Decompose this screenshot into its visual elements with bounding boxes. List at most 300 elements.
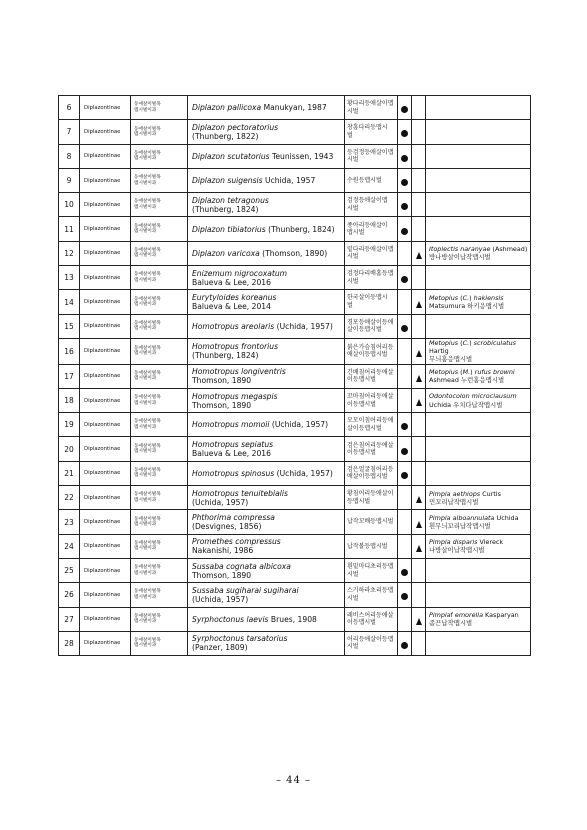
korean-taxon-cell bbox=[131, 144, 188, 168]
species-author-line bbox=[192, 401, 344, 410]
korean-taxon-cell bbox=[131, 290, 188, 314]
subfamily-cell: Diplazontinae bbox=[80, 486, 131, 510]
subfamily-cell: Diplazontinae bbox=[80, 144, 131, 168]
status-mark-cell bbox=[398, 338, 412, 364]
status-mark-cell bbox=[398, 120, 412, 144]
korean-name-line: 시벌 bbox=[347, 277, 359, 285]
italic-text: Metopius bbox=[429, 338, 459, 347]
italic-text: Homotropus momoii bbox=[192, 420, 270, 430]
species-author-line bbox=[192, 351, 344, 360]
host-korean-name: 무늬홈응맵시벌 bbox=[429, 355, 473, 364]
text-run: Teunissen, 1943 bbox=[269, 151, 334, 161]
text-run: Curtis bbox=[480, 489, 501, 498]
row-number: 27 bbox=[59, 607, 80, 631]
subfamily-cell: Diplazontinae bbox=[80, 364, 131, 388]
host-korean-name: 나방살이납작맵시벌 bbox=[429, 546, 485, 555]
species-table-body bbox=[59, 96, 531, 656]
subfamily-cell: Diplazontinae bbox=[80, 120, 131, 144]
species-name-line bbox=[192, 152, 344, 161]
italic-text: Diplazon suigensis bbox=[192, 176, 263, 186]
korean-taxon-cell bbox=[131, 583, 188, 607]
text-run: Uchida bbox=[494, 513, 519, 522]
status-mark-cell bbox=[398, 144, 412, 168]
korean-taxon-line: 맵시벌이과 bbox=[134, 351, 157, 357]
host-mark-cell bbox=[412, 217, 426, 241]
korean-name-cell bbox=[345, 338, 398, 364]
text-run: ( bbox=[458, 338, 463, 347]
status-mark-cell bbox=[398, 558, 412, 582]
table-row bbox=[59, 266, 531, 290]
subfamily-cell: Diplazontinae bbox=[80, 96, 131, 120]
korean-taxon-line: 맵시벌이과 bbox=[134, 131, 157, 137]
korean-name-line: 밑다리등애살이맵 bbox=[347, 245, 394, 253]
species-name-line bbox=[192, 342, 344, 351]
row-number: 23 bbox=[59, 510, 80, 534]
korean-taxon-line: 맵시벌이과 bbox=[134, 522, 157, 527]
status-mark-cell bbox=[398, 461, 412, 485]
host-species-cell bbox=[426, 314, 531, 338]
korean-name-line: 긴배침어리등애살 bbox=[347, 368, 394, 376]
status-mark-cell bbox=[398, 510, 412, 534]
species-name-line bbox=[192, 469, 344, 478]
host-species-cell bbox=[426, 558, 531, 582]
species-name-cell bbox=[188, 120, 345, 144]
species-author-line bbox=[192, 643, 344, 652]
text-run: (Uchida, 1957) bbox=[274, 468, 333, 478]
species-name-cell bbox=[188, 388, 345, 412]
row-number: 10 bbox=[59, 193, 80, 217]
text-run: (Thunberg, 1824) bbox=[265, 224, 335, 234]
korean-name-line: 흰밑마디초리등맵 bbox=[347, 563, 394, 570]
italic-text: Promethes compressus bbox=[192, 537, 281, 547]
text-run: ) bbox=[470, 368, 475, 377]
row-number: 22 bbox=[59, 486, 80, 510]
species-name-cell bbox=[188, 607, 345, 631]
korean-taxon-cell bbox=[131, 120, 188, 144]
korean-name-line: 황침어리등애살이 bbox=[347, 490, 394, 498]
species-name-line bbox=[192, 269, 344, 278]
species-name-cell bbox=[188, 631, 345, 655]
korean-name-line: 등맵시벌 bbox=[347, 497, 371, 505]
korean-name-cell bbox=[345, 96, 398, 120]
korean-taxon-cell bbox=[131, 413, 188, 437]
italic-text: Homotropus frontorius bbox=[192, 342, 279, 352]
filled-circle-icon bbox=[401, 276, 408, 283]
host-species-cell bbox=[426, 413, 531, 437]
italic-text: C. bbox=[462, 338, 470, 347]
host-species-cell bbox=[426, 241, 531, 265]
korean-name-line: 시벌 bbox=[347, 156, 359, 164]
korean-name-line: 수원등맵시벌 bbox=[347, 176, 382, 184]
text-run: f bbox=[450, 610, 453, 619]
status-mark-cell bbox=[398, 96, 412, 120]
table-row bbox=[59, 290, 531, 314]
korean-name-line: 검은얼굴침어리등 bbox=[347, 465, 394, 473]
korean-taxon-cell bbox=[131, 168, 188, 192]
korean-taxon-cell bbox=[131, 314, 188, 338]
triangle-icon bbox=[416, 618, 422, 625]
triangle-icon bbox=[416, 252, 422, 259]
korean-taxon-line: 맵시벌이과 bbox=[134, 302, 157, 308]
italic-text: C. bbox=[462, 293, 470, 302]
host-mark-cell bbox=[412, 96, 426, 120]
row-number: 12 bbox=[59, 241, 80, 265]
host-mark-cell bbox=[412, 314, 426, 338]
filled-circle-icon bbox=[401, 448, 408, 455]
filled-circle-icon bbox=[401, 228, 408, 235]
korean-name-line: 맵시벌 bbox=[347, 229, 365, 237]
species-name-cell bbox=[188, 558, 345, 582]
species-name-cell bbox=[188, 314, 345, 338]
host-korean-name: Matsumura 하키응맵시벌 bbox=[429, 302, 505, 311]
subfamily-cell: Diplazontinae bbox=[80, 290, 131, 314]
italic-text: M. bbox=[462, 368, 471, 377]
page-number: – 44 – bbox=[275, 775, 312, 786]
korean-name-line: 한국살이등맵시 bbox=[347, 294, 388, 302]
text-run: Balueva & Lee, 2016 bbox=[192, 277, 271, 287]
status-mark-cell bbox=[398, 413, 412, 437]
subfamily-cell: Diplazontinae bbox=[80, 193, 131, 217]
host-korean-name: Uchida 우치다납작맵시벌 bbox=[429, 400, 503, 409]
species-name-line bbox=[192, 196, 344, 205]
italic-text: Diplazon tibiatorius bbox=[192, 224, 266, 234]
korean-name-line: 스기하라초리등맵 bbox=[347, 587, 394, 595]
species-name-cell bbox=[188, 96, 345, 120]
table-row bbox=[59, 437, 531, 461]
triangle-icon bbox=[416, 545, 422, 552]
korean-name-line: 검은침어리등애살 bbox=[347, 441, 394, 449]
korean-name-line: 시벌 bbox=[347, 253, 359, 261]
korean-taxon-cell bbox=[131, 607, 188, 631]
host-mark-cell bbox=[412, 338, 426, 364]
row-number: 21 bbox=[59, 461, 80, 485]
species-author-line bbox=[192, 278, 344, 287]
italic-text: Homotropus spinosus bbox=[192, 468, 275, 478]
korean-taxon-cell bbox=[131, 241, 188, 265]
korean-taxon-line: 맵시벌이과 bbox=[134, 229, 157, 235]
text-run: Kasparyan bbox=[482, 610, 519, 619]
host-species-cell bbox=[426, 486, 531, 510]
species-name-cell bbox=[188, 266, 345, 290]
korean-name-line: 납작볼등맵시벌 bbox=[347, 542, 388, 550]
species-name-line bbox=[192, 634, 344, 643]
species-author-line bbox=[192, 205, 344, 214]
korean-taxon-line: 맵시벌이과 bbox=[134, 277, 157, 283]
korean-taxon-line: 동애살이벌목 bbox=[134, 248, 161, 254]
host-mark-cell bbox=[412, 193, 426, 217]
italic-text: Metopius bbox=[429, 368, 459, 377]
text-run: (Panzer, 1809) bbox=[192, 643, 248, 653]
text-run: Thomson, 1890 bbox=[192, 400, 252, 410]
triangle-icon bbox=[416, 399, 422, 406]
species-name-line bbox=[192, 562, 344, 571]
host-mark-cell bbox=[412, 168, 426, 192]
korean-taxon-line: 동애살이벌목 bbox=[134, 345, 161, 351]
filled-circle-icon bbox=[401, 325, 408, 332]
status-mark-cell bbox=[398, 241, 412, 265]
host-mark-cell bbox=[412, 241, 426, 265]
row-number: 13 bbox=[59, 266, 80, 290]
species-name-cell bbox=[188, 338, 345, 364]
host-korean-name: 흰무늬꼬리납작맵시벌 bbox=[429, 522, 491, 530]
italic-text: Phthorima compressa bbox=[192, 513, 275, 522]
status-mark-cell bbox=[398, 364, 412, 388]
korean-taxon-line: 맵시벌이과 bbox=[134, 473, 157, 479]
korean-name-line: 경포등애살이등애 bbox=[347, 318, 394, 326]
subfamily-cell: Diplazontinae bbox=[80, 607, 131, 631]
species-author-line bbox=[192, 449, 344, 458]
korean-taxon-line: 동애살이벌목 bbox=[134, 419, 161, 425]
host-scientific-name bbox=[429, 294, 530, 302]
korean-taxon-cell bbox=[131, 364, 188, 388]
korean-taxon-cell bbox=[131, 388, 188, 412]
host-mark-cell bbox=[412, 534, 426, 558]
table-row bbox=[59, 607, 531, 631]
species-name-line bbox=[192, 249, 344, 258]
subfamily-cell: Diplazontinae bbox=[80, 217, 131, 241]
host-species-cell bbox=[426, 388, 531, 412]
korean-taxon-line: 동애살이벌목 bbox=[134, 102, 161, 108]
text-run: Thomson, 1890 bbox=[192, 376, 252, 386]
table-row bbox=[59, 364, 531, 388]
table-row bbox=[59, 193, 531, 217]
table-row bbox=[59, 534, 531, 558]
species-author-line bbox=[192, 498, 344, 507]
korean-name-line: 시벌 bbox=[347, 570, 359, 578]
species-name-cell bbox=[188, 193, 345, 217]
row-number: 25 bbox=[59, 558, 80, 582]
korean-taxon-cell bbox=[131, 437, 188, 461]
italic-text: Sussaba cognata albicoxa bbox=[192, 561, 291, 571]
host-mark-cell bbox=[412, 388, 426, 412]
korean-taxon-line: 맵시벌이과 bbox=[134, 253, 157, 259]
table-row bbox=[59, 338, 531, 364]
filled-circle-icon bbox=[401, 179, 408, 186]
korean-taxon-line: 동애살이벌목 bbox=[134, 223, 161, 229]
korean-name-line: 꼬마침어리등애살 bbox=[347, 392, 394, 400]
korean-taxon-line: 동애살이벌목 bbox=[134, 126, 161, 132]
korean-name-line: 납작꼬배등맵시벌 bbox=[347, 518, 394, 526]
korean-name-cell bbox=[345, 607, 398, 631]
species-name-line bbox=[192, 293, 344, 302]
italic-text: Diplazon varicoxa bbox=[192, 248, 260, 258]
table-row bbox=[59, 144, 531, 168]
korean-name-line: 창흥다리등맵시 bbox=[347, 124, 388, 132]
host-scientific-name bbox=[429, 611, 530, 619]
species-name-line bbox=[192, 537, 344, 546]
korean-name-line: 모모이침어리등애 bbox=[347, 417, 394, 425]
row-number: 7 bbox=[59, 120, 80, 144]
host-mark-cell bbox=[412, 437, 426, 461]
italic-text: Eurytyloides koreanus bbox=[192, 293, 277, 303]
text-run: (Uchida, 1957) bbox=[192, 594, 249, 604]
species-name-cell bbox=[188, 510, 345, 534]
korean-taxon-line: 맵시벌이과 bbox=[134, 156, 157, 162]
row-number: 26 bbox=[59, 583, 80, 607]
filled-circle-icon bbox=[401, 472, 408, 479]
italic-text: Diplazon scutatorius bbox=[192, 151, 270, 161]
korean-taxon-line: 동애살이벌목 bbox=[134, 199, 161, 205]
korean-taxon-cell bbox=[131, 631, 188, 655]
host-species-cell bbox=[426, 266, 531, 290]
host-mark-cell bbox=[412, 266, 426, 290]
row-number: 11 bbox=[59, 217, 80, 241]
filled-circle-icon bbox=[401, 155, 408, 162]
korean-taxon-line: 맵시벌이과 bbox=[134, 204, 157, 210]
species-name-line bbox=[192, 615, 344, 624]
korean-taxon-line: 동애살이벌목 bbox=[134, 638, 161, 644]
host-korean-name: 민꼬리납작맵시벌 bbox=[429, 497, 479, 506]
host-scientific-name bbox=[429, 392, 530, 400]
korean-name-cell bbox=[345, 631, 398, 655]
text-run: (Thunberg, 1824) bbox=[192, 204, 259, 214]
korean-taxon-line: 맵시벌이과 bbox=[134, 424, 157, 430]
text-run: (Ashmead) bbox=[490, 245, 528, 254]
row-number: 16 bbox=[59, 338, 80, 364]
subfamily-cell: Diplazontinae bbox=[80, 534, 131, 558]
korean-name-line: 시벌 bbox=[347, 204, 359, 212]
korean-taxon-line: 동애살이벌목 bbox=[134, 272, 161, 278]
text-run: Brues, 1908 bbox=[268, 614, 317, 624]
host-species-cell bbox=[426, 631, 531, 655]
row-number: 19 bbox=[59, 413, 80, 437]
korean-name-cell bbox=[345, 168, 398, 192]
row-number: 14 bbox=[59, 290, 80, 314]
row-number: 20 bbox=[59, 437, 80, 461]
species-author-line bbox=[192, 132, 344, 141]
text-run: Viereck bbox=[477, 538, 504, 547]
species-name-line bbox=[192, 489, 344, 498]
triangle-icon bbox=[416, 375, 422, 382]
species-name-cell bbox=[188, 583, 345, 607]
text-run: (Uchida, 1957) bbox=[274, 321, 333, 331]
korean-name-line: 시벌 bbox=[347, 107, 359, 115]
korean-name-cell bbox=[345, 144, 398, 168]
subfamily-cell: Diplazontinae bbox=[80, 461, 131, 485]
korean-name-cell bbox=[345, 314, 398, 338]
host-mark-cell bbox=[412, 486, 426, 510]
korean-taxon-cell bbox=[131, 461, 188, 485]
row-number: 9 bbox=[59, 168, 80, 192]
korean-taxon-cell bbox=[131, 510, 188, 534]
row-number: 6 bbox=[59, 96, 80, 120]
subfamily-cell: Diplazontinae bbox=[80, 314, 131, 338]
species-name-cell bbox=[188, 413, 345, 437]
subfamily-cell: Diplazontinae bbox=[80, 583, 131, 607]
korean-taxon-cell bbox=[131, 266, 188, 290]
subfamily-cell: Diplazontinae bbox=[80, 510, 131, 534]
italic-text: Diplazon pectoratorius bbox=[192, 122, 279, 132]
species-author-line bbox=[192, 522, 344, 531]
host-species-cell bbox=[426, 193, 531, 217]
korean-name-line: 이등맵시벌 bbox=[347, 619, 376, 627]
subfamily-cell: Diplazontinae bbox=[80, 168, 131, 192]
host-species-cell bbox=[426, 583, 531, 607]
korean-name-cell bbox=[345, 583, 398, 607]
species-name-line bbox=[192, 440, 344, 449]
host-scientific-name bbox=[429, 339, 530, 355]
table-row bbox=[59, 558, 531, 582]
status-mark-cell bbox=[398, 168, 412, 192]
species-name-cell bbox=[188, 290, 345, 314]
korean-taxon-line: 맵시벌이과 bbox=[134, 643, 157, 649]
host-species-cell bbox=[426, 96, 531, 120]
korean-taxon-cell bbox=[131, 217, 188, 241]
species-author-line bbox=[192, 546, 344, 555]
subfamily-cell: Diplazontinae bbox=[80, 631, 131, 655]
italic-text: Syrphoctonus laevis bbox=[192, 614, 269, 624]
table-row bbox=[59, 314, 531, 338]
filled-circle-icon bbox=[401, 423, 408, 430]
subfamily-cell: Diplazontinae bbox=[80, 558, 131, 582]
host-species-cell bbox=[426, 120, 531, 144]
host-mark-cell bbox=[412, 413, 426, 437]
host-mark-cell bbox=[412, 607, 426, 631]
subfamily-cell: Diplazontinae bbox=[80, 437, 131, 461]
korean-taxon-line: 동애살이벌목 bbox=[134, 443, 161, 449]
species-name-cell bbox=[188, 144, 345, 168]
subfamily-cell: Diplazontinae bbox=[80, 413, 131, 437]
korean-name-cell bbox=[345, 413, 398, 437]
table-row bbox=[59, 217, 531, 241]
subfamily-cell: Diplazontinae bbox=[80, 241, 131, 265]
text-run: (Desvignes, 1856) bbox=[192, 522, 262, 531]
italic-text: Homotropus megaspis bbox=[192, 391, 278, 401]
species-name-cell bbox=[188, 437, 345, 461]
korean-name-line: 시벌 bbox=[347, 643, 359, 651]
species-name-line bbox=[192, 123, 344, 132]
text-run: Thomson, 1890 bbox=[192, 570, 252, 580]
korean-taxon-line: 동애살이벌목 bbox=[134, 516, 161, 522]
host-korean-name: Ashmead 누런홈응맵시벌 bbox=[429, 376, 505, 385]
korean-taxon-line: 맵시벌이과 bbox=[134, 449, 157, 455]
italic-text: Diplazon pallicoxa bbox=[192, 103, 262, 113]
host-scientific-name bbox=[429, 514, 530, 522]
row-number: 28 bbox=[59, 631, 80, 655]
host-mark-cell bbox=[412, 144, 426, 168]
korean-name-cell bbox=[345, 217, 398, 241]
korean-name-line: 애살이등맵시벌 bbox=[347, 351, 388, 359]
italic-text: Homotropus areolaris bbox=[192, 321, 275, 331]
table-row bbox=[59, 413, 531, 437]
host-species-cell bbox=[426, 461, 531, 485]
triangle-icon bbox=[416, 496, 422, 503]
korean-name-cell bbox=[345, 266, 398, 290]
italic-text: Pimpla alboannulata bbox=[429, 513, 495, 522]
korean-taxon-cell bbox=[131, 534, 188, 558]
table-row bbox=[59, 631, 531, 655]
species-name-line bbox=[192, 420, 344, 429]
text-run: (Thunberg, 1824) bbox=[192, 351, 259, 361]
species-name-line bbox=[192, 225, 344, 234]
italic-text: Metopius bbox=[429, 293, 459, 302]
table-row bbox=[59, 120, 531, 144]
text-run: (Thunberg, 1822) bbox=[192, 131, 259, 141]
row-number: 18 bbox=[59, 388, 80, 412]
species-name-cell bbox=[188, 364, 345, 388]
korean-name-cell bbox=[345, 120, 398, 144]
italic-text: Pimpla disparis bbox=[429, 538, 478, 547]
status-mark-cell bbox=[398, 486, 412, 510]
table-row bbox=[59, 583, 531, 607]
status-mark-cell bbox=[398, 437, 412, 461]
korean-name-line: 살이등맵시벌 bbox=[347, 326, 382, 334]
text-run: ) bbox=[469, 338, 474, 347]
filled-circle-icon bbox=[401, 642, 408, 649]
korean-name-line: 벌 bbox=[347, 131, 353, 139]
korean-taxon-cell bbox=[131, 193, 188, 217]
species-author-line bbox=[192, 302, 344, 311]
